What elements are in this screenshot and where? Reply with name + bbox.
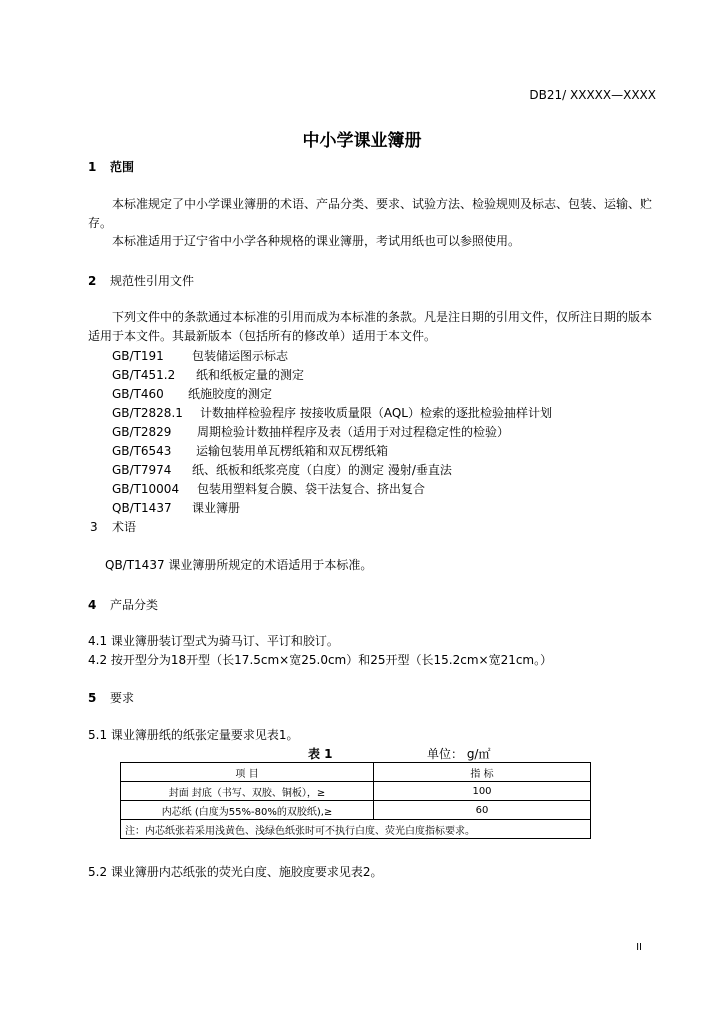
reference-code: GB/T10004 [112,482,180,496]
section-3-paragraph: QB/T1437 课业簿册所规定的术语适用于本标准。 [105,558,373,572]
reference-title: 包装用塑料复合膜、袋干法复合、挤出复合 [197,482,426,496]
section-number: 2 [88,274,97,288]
table-row [121,782,591,801]
section-title: 术语 [112,520,137,534]
section-title: 要求 [110,691,135,705]
section-number: 3 [90,520,98,534]
section-1-heading [88,158,134,175]
section-title: 规范性引用文件 [110,274,195,288]
section-3-heading [90,518,136,535]
section-4-item-1: 4.1 课业簿册装订型式为骑马订、平订和胶订。 [88,634,339,648]
reference-code: GB/T2828.1 [112,406,183,420]
table-header-row [121,763,591,782]
reference-item [112,442,388,459]
reference-code: QB/T1437 [112,501,172,515]
reference-code: GB/T7974 [112,463,172,477]
reference-item [112,404,552,421]
table-cell: 100 [374,782,591,801]
reference-title: 纸、纸板和纸浆亮度（白度）的测定 漫射/垂直法 [192,463,452,477]
document-title: 中小学课业簿册 [302,131,422,151]
reference-item [112,366,304,383]
table-note: 注：内芯纸张若采用浅黄色、浅绿色纸张时可不执行白度、荧光白度指标要求。 [121,820,591,839]
reference-title: 运输包装用单瓦楞纸箱和双瓦楞纸箱 [196,444,389,458]
reference-item [112,347,288,364]
table-header-cell: 项 目 [121,763,374,782]
section-4-item-2: 4.2 按开型分为18开型（长17.5cm×宽25.0cm）和25开型（长15.2cm×宽21cm。） [88,653,553,667]
reference-title: 课业簿册 [192,501,241,515]
section-title: 范围 [110,160,135,174]
page-number: II [636,942,642,953]
table-header-cell: 指 标 [374,763,591,782]
reference-item [112,480,425,497]
reference-code: GB/T6543 [112,444,172,458]
reference-code: GB/T451.2 [112,368,176,382]
section-title: 产品分类 [110,598,159,612]
table-cell: 封面 封底（书写、双胶、铜板），≥ [121,782,374,801]
section-2-paragraph: 下列文件中的条款通过本标准的引用而成为本标准的条款。凡是注日期的引用文件，仅所注日期的版本适用于本文件。其最新版本（包括所有的修改单）适用于本文件。 [88,310,653,343]
section-1-paragraph-2: 本标准适用于辽宁省中小学各种规格的课业簿册，考试用纸也可以参照使用。 [112,234,521,248]
reference-title: 纸和纸板定量的测定 [196,368,305,382]
reference-code: GB/T460 [112,387,164,401]
section-1-paragraph-1: 本标准规定了中小学课业簿册的术语、产品分类、要求、试验方法、检验规则及标志、包装、运输、贮存。 [88,197,653,230]
table-1 [120,762,591,839]
reference-item [112,423,509,440]
section-5-item-2: 5.2 课业簿册内芯纸张的荧光白度、施胶度要求见表2。 [88,865,383,879]
section-number: 4 [88,598,97,612]
section-5-heading [88,689,134,706]
reference-item [112,385,272,402]
table-unit: 单位： g/㎡ [427,747,491,761]
table-row [121,801,591,820]
document-code: DB21/ XXXXX—XXXX [529,88,656,102]
reference-title: 计数抽样检验程序 按接收质量限（AQL）检索的逐批检验抽样计划 [200,406,552,420]
reference-item [112,499,240,516]
reference-code: GB/T191 [112,349,164,363]
reference-title: 纸施胶度的测定 [188,387,273,401]
section-5-item-1: 5.1 课业簿册纸的纸张定量要求见表1。 [88,728,299,742]
table-note-row [121,820,591,839]
section-4-heading [88,596,158,613]
section-number: 1 [88,160,97,174]
reference-title: 包装储运图示标志 [192,349,289,363]
reference-item [112,461,452,478]
reference-code: GB/T2829 [112,425,172,439]
table-cell: 内芯纸 (白度为55%-80%的双胶纸),≥ [121,801,374,820]
section-number: 5 [88,691,97,705]
reference-title: 周期检验计数抽样程序及表（适用于对过程稳定性的检验） [197,425,510,439]
table-caption: 表 1 [308,747,333,761]
section-2-heading [88,272,194,289]
table-cell: 60 [374,801,591,820]
